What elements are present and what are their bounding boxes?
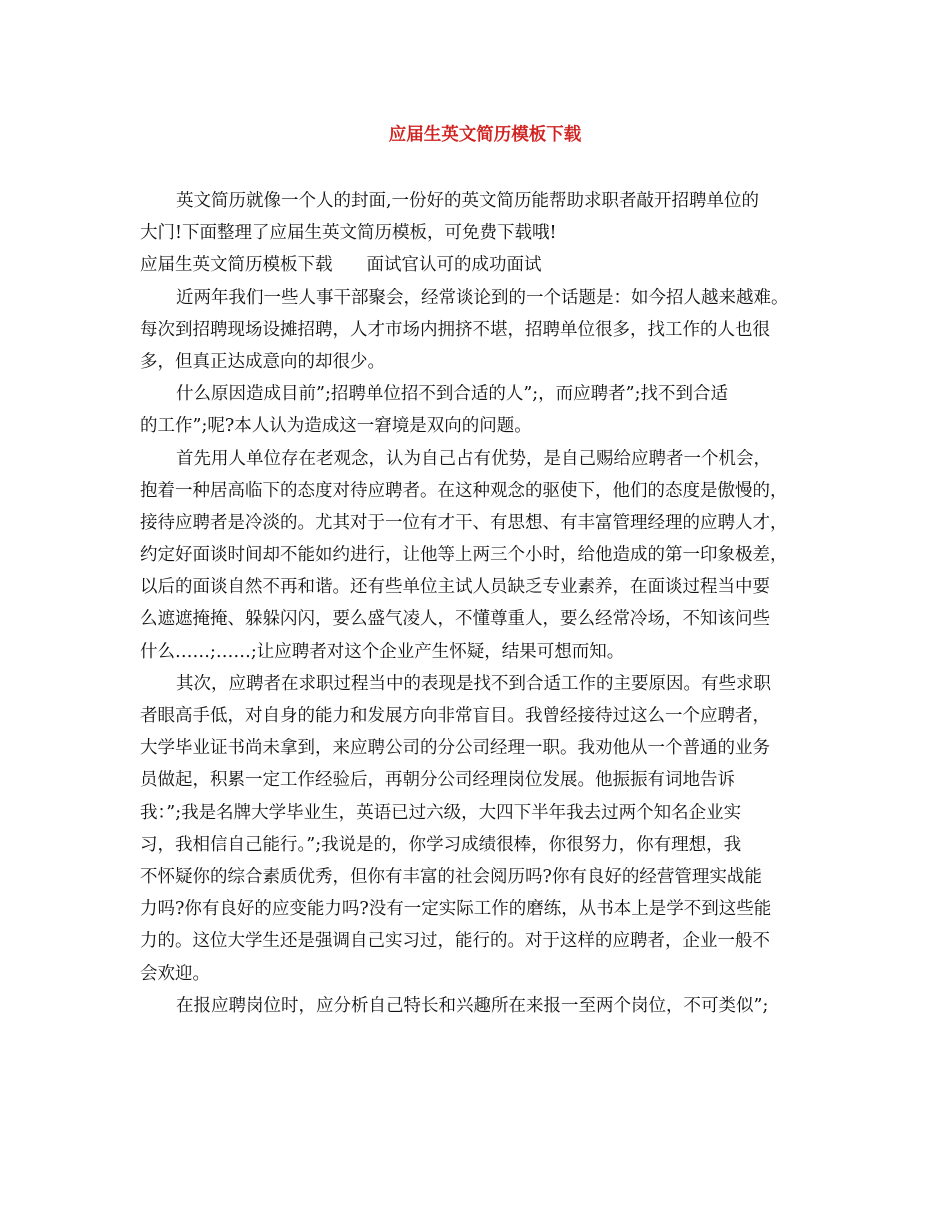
text-line: 首先用人单位存在老观念，认为自己占有优势，是自己赐给应聘者一个机会， xyxy=(176,448,771,469)
text-line: 多，但真正达成意向的却很少。 xyxy=(140,351,385,372)
text-line: 不怀疑你的综合素质优秀，但你有丰富的社会阅历吗?你有良好的经营管理实战能 xyxy=(140,866,762,887)
body-paragraph xyxy=(140,282,830,379)
body-paragraph xyxy=(140,443,830,668)
text-line: 其次，应聘者在求职过程当中的表现是找不到合适工作的主要原因。有些求职 xyxy=(176,673,771,694)
text-line: 大学毕业证书尚未拿到，来应聘公司的分公司经理一职。我劝他从一个普通的业务 xyxy=(140,738,770,759)
text-line: 约定好面谈时间却不能如约进行，让他等上两三个小时，给他造成的第一印象极差， xyxy=(140,545,788,566)
text-line: 力吗?你有良好的应变能力吗?没有一定实际工作的磨练，从书本上是学不到这些能 xyxy=(140,899,772,920)
text-line: 的工作”;呢?本人认为造成这一窘境是双向的问题。 xyxy=(140,416,532,437)
text-line: 力的。这位大学生还是强调自己实习过，能行的。对于这样的应聘者，企业一般不 xyxy=(140,931,770,952)
text-line: 我：”;我是名牌大学毕业生，英语已过六级，大四下半年我去过两个知名企业实 xyxy=(140,802,742,823)
text-line: 什么原因造成目前”;招聘单位招不到合适的人”;，而应聘者”;找不到合适 xyxy=(176,384,729,405)
text-line: 会欢迎。 xyxy=(140,963,210,984)
subtitle-row xyxy=(140,249,830,281)
text-line: 大门!下面整理了应届生英文简历模板，可免费下载哦! xyxy=(140,223,557,244)
body-paragraph xyxy=(140,990,830,1022)
text-line: 么遮遮掩掩、躲躲闪闪，要么盛气凌人，不懂尊重人，要么经常冷场，不知该问些 xyxy=(140,609,770,630)
text-line: 员做起，积累一定工作经验后，再朝分公司经理岗位发展。他振振有词地告诉 xyxy=(140,770,735,791)
text-line: 以后的面谈自然不再和谐。还有些单位主试人员缺乏专业素养，在面谈过程当中要 xyxy=(140,577,770,598)
text-line: 每次到招聘现场设摊招聘，人才市场内拥挤不堪，招聘单位很多，找工作的人也很 xyxy=(140,319,770,340)
text-line: 在报应聘岗位时，应分析自己特长和兴趣所在来报一至两个岗位，不可类似”; xyxy=(176,995,769,1016)
intro-paragraph xyxy=(140,185,830,249)
text-line: 近两年我们一些人事干部聚会，经常谈论到的一个话题是：如今招人越来越难。 xyxy=(176,287,789,308)
text-line: 接待应聘者是冷淡的。尤其对于一位有才干、有思想、有丰富管理经理的应聘人才， xyxy=(140,512,788,533)
text-line: 抱着一种居高临下的态度对待应聘者。在这种观念的驱使下，他们的态度是傲慢的， xyxy=(140,480,788,501)
body-paragraph xyxy=(140,378,830,442)
text-line: 习，我相信自己能行。”;我说是的，你学习成绩很棒，你很努力，你有理想，我 xyxy=(140,834,742,855)
text-line: 者眼高手低，对自身的能力和发展方向非常盲目。我曾经接待过这么一个应聘者， xyxy=(140,706,770,726)
document-page xyxy=(140,118,830,1022)
document-title: 应届生英文简历模板下载 xyxy=(388,125,582,145)
subtitle-left: 应届生英文简历模板下载 xyxy=(140,255,333,276)
text-line: 什么……;……;让应聘者对这个企业产生怀疑，结果可想而知。 xyxy=(140,641,625,662)
subtitle-right: 面试官认可的成功面试 xyxy=(366,255,542,276)
body-paragraph xyxy=(140,668,830,990)
text-line: 英文简历就像一个人的封面,一份好的英文简历能帮助求职者敲开招聘单位的 xyxy=(176,191,760,211)
